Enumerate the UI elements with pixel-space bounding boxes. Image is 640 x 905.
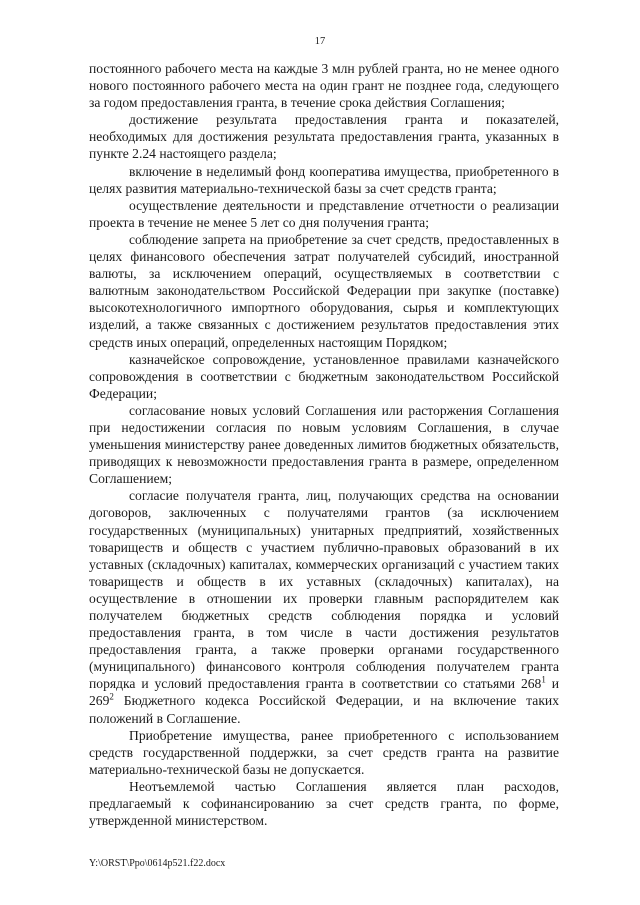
audit-consent-text-end: Бюджетного кодекса Российской Федерации, и на включение таких положений в Соглашение. [89,693,559,726]
paragraph-activity-reporting: осуществление деятельности и представление отчетности о реализации проекта в течение не менее 5 лет со дня получения гранта; [89,197,559,230]
document-body [89,60,559,829]
paragraph-currency-ban: соблюдение запрета на приобретение за счет средств, предоставленных в целях финансового обеспечения затрат получателей субсидий, иностранной валюты, за исключением операций, осуществляемых в соответствии с валютным законодательством Российской Федерации при закупке (поставке) высокотехнологичного импортного оборудования, сырья и комплектующих изделий, а также связанных с достижением результатов предоставления этих средств иных операций, определенных настоящим Порядком; [89,231,559,350]
audit-consent-text-mid: и 269 [89,676,559,709]
paragraph-indivisible-fund: включение в неделимый фонд кооператива имущества, приобретенного в целях развития материально-технической базы за счет средств гранта; [89,163,559,196]
paragraph-continuation: постоянного рабочего места на каждые 3 млн рублей гранта, но не менее одного нового постоянного рабочего места на один грант не позднее года, следующего за годом предоставления гранта, в течение срока действия Соглашения; [89,61,559,111]
paragraph-property-restriction: Приобретение имущества, ранее приобретенного с использованием средств государственной поддержки, за счет средств гранта на развитие материально-технической базы не допускается. [89,727,559,777]
page-number: 17 [314,36,326,47]
paragraph-expense-plan: Неотъемлемой частью Соглашения является план расходов, предлагаемый к софинансированию за счет средств гранта, по форме, утвержденной министерством. [89,778,559,829]
article-superscript-1: 1 [541,674,546,685]
paragraph-audit-consent [89,487,559,726]
article-superscript-2: 2 [109,691,114,702]
paragraph-treasury-support: казначейское сопровождение, установленное правилами казначейского сопровождения в соответствии с бюджетным законодательством Российской Федерации; [89,351,559,401]
footer-file-path: Y:\ORST\Ppo\0614p521.f22.docx [89,858,226,869]
paragraph-agreement-terms: согласование новых условий Соглашения или расторжения Соглашения при недостижении согласия по новым условиям Соглашения, в случае уменьшения министерству ранее доведенных лимитов бюджетных обязательств, приводящих к невозможности предоставления гранта в размере, определенном Соглашением; [89,402,559,487]
paragraph-result-achievement: достижение результата предоставления гранта и показателей, необходимых для достижения результата предоставления гранта, указанных в пункте 2.24 настоящего раздела; [89,112,559,162]
audit-consent-text: согласие получателя гранта, лиц, получающих средства на основании договоров, заключенных с получателями грантов (за исключением государственных (муниципальных) унитарных предприятий, хозяйственных товариществ и обществ с участием публично-правовых образований в их уставных (складочных) капиталах, коммерческих организаций с участием таких товариществ и обществ в их уставных (складочных) капиталах), на осуществление в отношении их проверки главным распорядителем как получателем бюджетных средств соблюдения порядка и условий предоставления гранта, в том числе в части достижения результатов предоставления гранта, а также проверки органами государственного (муниципального) финансового контроля соблюдения получателем гранта порядка и условий предоставления гранта в соответствии со статьями 268 [89,488,559,692]
